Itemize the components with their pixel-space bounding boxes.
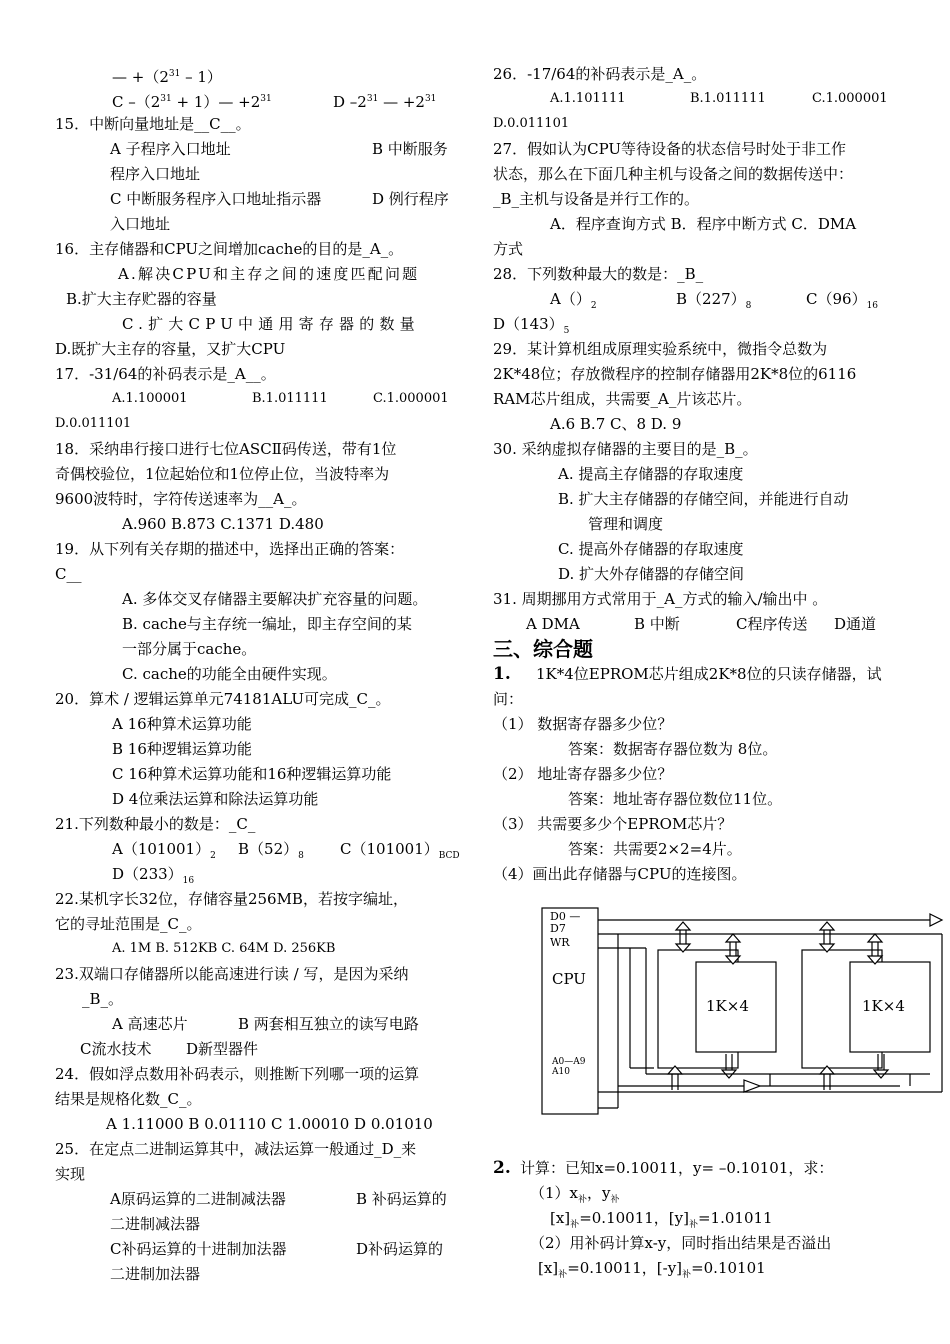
question-27-line3: _B_主机与设备是并行工作的。 bbox=[493, 190, 700, 208]
option-b: $B(52)_8$ bbox=[238, 840, 304, 861]
option-a: A 高速芯片 bbox=[112, 1015, 188, 1033]
option-b-cont: 一部分属于cache。 bbox=[122, 640, 257, 658]
question-23-line2: _B_。 bbox=[82, 990, 124, 1008]
question-21: 21.下列数种最小的数是：_C_ bbox=[55, 815, 256, 833]
option-d: D $-2^{31}$ — $+2^{31}$ bbox=[333, 93, 437, 111]
answer: $[x]_补=0.10011$，$[y]_补=1.01011$ bbox=[550, 1209, 773, 1230]
problem-1-number: 1. bbox=[493, 664, 511, 684]
option-d: $D(143)_5$ bbox=[493, 315, 570, 336]
question-26: 26．-17/64的补码表示是_A_。 bbox=[493, 65, 707, 83]
option-b: B 补码运算的 bbox=[356, 1190, 447, 1208]
question-15: 15．中断向量地址是__C__。 bbox=[55, 115, 251, 133]
option-c: $C(96)_{16}$ bbox=[806, 290, 879, 311]
option-b: B 中断 bbox=[634, 615, 680, 633]
option-b-cont: 二进制减法器 bbox=[110, 1215, 201, 1233]
option-c: C补码运算的十进制加法器 bbox=[110, 1240, 287, 1258]
question-20: 20．算术 / 逻辑运算单元74181ALU可完成_C_。 bbox=[55, 690, 391, 708]
options-cont: 方式 bbox=[493, 240, 524, 258]
question-31: 31. 周期挪用方式常用于_A_方式的输入/输出中 。 bbox=[493, 590, 828, 608]
option-b: B 中断服务 bbox=[372, 140, 448, 158]
option-c: C $-(2^{31}$ + 1）— $+2^{31}$ bbox=[112, 93, 272, 111]
problem-1-line2: 问： bbox=[493, 690, 524, 708]
question-29: 29．某计算机组成原理实验系统中，微指令总数为 bbox=[493, 340, 828, 358]
question-18-line2: 奇偶校验位，1位起始位和1位停止位，当波特率为 bbox=[55, 465, 390, 483]
option-a: A. 多体交叉存储器主要解决扩充容量的问题。 bbox=[122, 590, 428, 608]
option-a: A 16种算术运算功能 bbox=[112, 715, 252, 733]
option-d-cont: 入口地址 bbox=[110, 215, 171, 233]
options: A. 1M B. 512KB C. 64M D. 256KB bbox=[112, 941, 336, 956]
option-b: B. cache与主存统一编址，即主存空间的某 bbox=[122, 615, 412, 633]
problem-2-number: 2. bbox=[493, 1158, 511, 1178]
option-b: B.1.011111 bbox=[252, 391, 328, 406]
sub-question: （4）画出此存储器与CPU的连接图。 bbox=[493, 865, 747, 883]
memory-connection-diagram bbox=[530, 898, 950, 1120]
option-d: D.0.011101 bbox=[493, 116, 570, 131]
question-18: 18．采纳串行接口进行七位ASCⅡ码传送，带有1位 bbox=[55, 440, 397, 458]
option-c: $C(101001)_{BCD}$ bbox=[340, 840, 460, 861]
answer: $[x]_补=0.10011$，$[-y]_补=0.10101$ bbox=[538, 1259, 766, 1280]
answer: 答案：数据寄存器位数为 8位。 bbox=[568, 740, 778, 758]
question-23: 23.双端口存储器所以能高速进行读 / 写，是因为采纳 bbox=[55, 965, 409, 983]
chip-label-1: 1K×4 bbox=[706, 997, 749, 1015]
option-a: A.1.101111 bbox=[550, 91, 626, 106]
chip-label-2: 1K×4 bbox=[862, 997, 905, 1015]
question-25: 25．在定点二进制运算其中，减法运算一般通过_D_来 bbox=[55, 1140, 417, 1158]
options: A 1.11000 B 0.01110 C 1.00010 D 0.01010 bbox=[106, 1115, 433, 1133]
option-c: C 16种算术运算功能和16种逻辑运算功能 bbox=[112, 765, 392, 783]
option-d-cont: 二进制加法器 bbox=[110, 1265, 201, 1283]
option-c: C流水技术 bbox=[80, 1040, 152, 1058]
option-d: D补码运算的 bbox=[356, 1240, 444, 1258]
section-heading: 三、综合题 bbox=[493, 637, 593, 661]
question-19-answer: C__ bbox=[55, 565, 82, 583]
option-a: A DMA bbox=[526, 615, 580, 633]
label-d0: D0 — bbox=[550, 910, 581, 923]
question-17: 17．-31/64的补码表示是_A__。 bbox=[55, 365, 276, 383]
options: A.960 B.873 C.1371 D.480 bbox=[122, 515, 324, 533]
label-d7: D7 bbox=[550, 922, 566, 935]
option-a: A.解决CPU和主存之间的速度匹配问题 bbox=[118, 265, 420, 283]
question-24: 24．假如浮点数用补码表示，则推断下列哪一项的运算 bbox=[55, 1065, 420, 1083]
option-a: A. 提高主存储器的存取速度 bbox=[558, 465, 744, 483]
options: A.6 B.7 C、8 D. 9 bbox=[550, 415, 682, 433]
option-b-cont: 管理和调度 bbox=[588, 515, 664, 533]
option-b-cont: 程序入口地址 bbox=[110, 165, 201, 183]
question-30: 30. 采纳虚拟存储器的主要目的是_B_。 bbox=[493, 440, 758, 458]
option-a: A 子程序入口地址 bbox=[110, 140, 231, 158]
option-a: $A()_2$ bbox=[550, 290, 597, 311]
option-c: C 中断服务程序入口地址指示器 bbox=[110, 190, 322, 208]
option-c: C.1.000001 bbox=[373, 391, 449, 406]
question-27-line2: 状态，那么在下面几种主机与设备之间的数据传送中： bbox=[493, 165, 854, 183]
option-d: D 例行程序 bbox=[372, 190, 449, 208]
option-d: D新型器件 bbox=[186, 1040, 259, 1058]
question-22: 22.某机字长32位，存储容量256MB，若按字编址， bbox=[55, 890, 408, 908]
question-22-line2: 它的寻址范围是_C_。 bbox=[55, 915, 202, 933]
option-b: $B(227)_8$ bbox=[676, 290, 752, 311]
option-d: D.0.011101 bbox=[55, 416, 132, 431]
sub-question: （3） 共需要多少个EPROM芯片？ bbox=[493, 815, 733, 833]
question-28: 28．下列数种最大的数是：_B_ bbox=[493, 265, 704, 283]
option-a: $A(101001)_2$ bbox=[112, 840, 216, 861]
options: A．程序查询方式 B．程序中断方式 C．DMA bbox=[550, 215, 857, 233]
option-line: — $+(2^{31} - 1)$ bbox=[112, 68, 222, 86]
question-16: 16．主存储器和CPU之间增加cache的目的是_A_。 bbox=[55, 240, 404, 258]
option-a: A.1.100001 bbox=[112, 391, 188, 406]
option-c: C.扩大CPU中通用寄存器的数量 bbox=[122, 315, 420, 333]
sub-question: （2） 地址寄存器多少位？ bbox=[493, 765, 673, 783]
option-b: B 16种逻辑运算功能 bbox=[112, 740, 252, 758]
option-a: A原码运算的二进制减法器 bbox=[110, 1190, 286, 1208]
option-b: B 两套相互独立的读写电路 bbox=[238, 1015, 419, 1033]
answer: 答案：地址寄存器位数位11位。 bbox=[568, 790, 783, 808]
problem-2: 计算：已知x=0.10011，y= –0.10101，求： bbox=[520, 1159, 834, 1177]
option-c: C.1.000001 bbox=[812, 91, 888, 106]
problem-1: 1K*4位EPROM芯片组成2K*8位的只读存储器，试 bbox=[536, 665, 882, 683]
option-c: C. cache的功能全由硬件实现。 bbox=[122, 665, 337, 683]
sub-question: （2）用补码计算x-y，同时指出结果是否溢出 bbox=[530, 1234, 832, 1252]
option-c: C程序传送 bbox=[736, 615, 808, 633]
option-c: C. 提高外存储器的存取速度 bbox=[558, 540, 744, 558]
question-18-line3: 9600波特时，字符传送速率为__A_。 bbox=[55, 490, 307, 508]
option-d: D.既扩大主存的容量，又扩大CPU bbox=[55, 340, 286, 358]
label-a10: A10 bbox=[552, 1067, 570, 1077]
option-d: D通道 bbox=[834, 615, 877, 633]
question-19: 19．从下列有关存期的描述中，选择出正确的答案： bbox=[55, 540, 405, 558]
question-25-line2: 实现 bbox=[55, 1165, 86, 1183]
label-cpu: CPU bbox=[552, 970, 586, 988]
question-29-line2: 2K*48位；存放微程序的控制存储器用2K*8位的6116 bbox=[493, 365, 857, 383]
question-27: 27．假如认为CPU等待设备的状态信号时处于非工作 bbox=[493, 140, 847, 158]
option-b: B.扩大主存贮器的容量 bbox=[66, 290, 217, 308]
sub-question: $(1)x_补$，$y_补$ bbox=[530, 1184, 620, 1205]
question-29-line3: RAM芯片组成，共需要_A_片该芯片。 bbox=[493, 390, 752, 408]
option-b: B. 扩大主存储器的存储空间，并能进行自动 bbox=[558, 490, 849, 508]
option-b: B.1.011111 bbox=[690, 91, 766, 106]
label-a0a9: A0—A9 bbox=[552, 1057, 586, 1067]
answer: 答案：共需要2×2=4片。 bbox=[568, 840, 742, 858]
option-d: D 4位乘法运算和除法运算功能 bbox=[112, 790, 319, 808]
option-d: D. 扩大外存储器的存储空间 bbox=[558, 565, 745, 583]
label-wr: WR bbox=[550, 936, 570, 949]
question-24-line2: 结果是规格化数_C_。 bbox=[55, 1090, 202, 1108]
option-d: $D(233)_{16}$ bbox=[112, 865, 195, 886]
sub-question: （1） 数据寄存器多少位？ bbox=[493, 715, 673, 733]
